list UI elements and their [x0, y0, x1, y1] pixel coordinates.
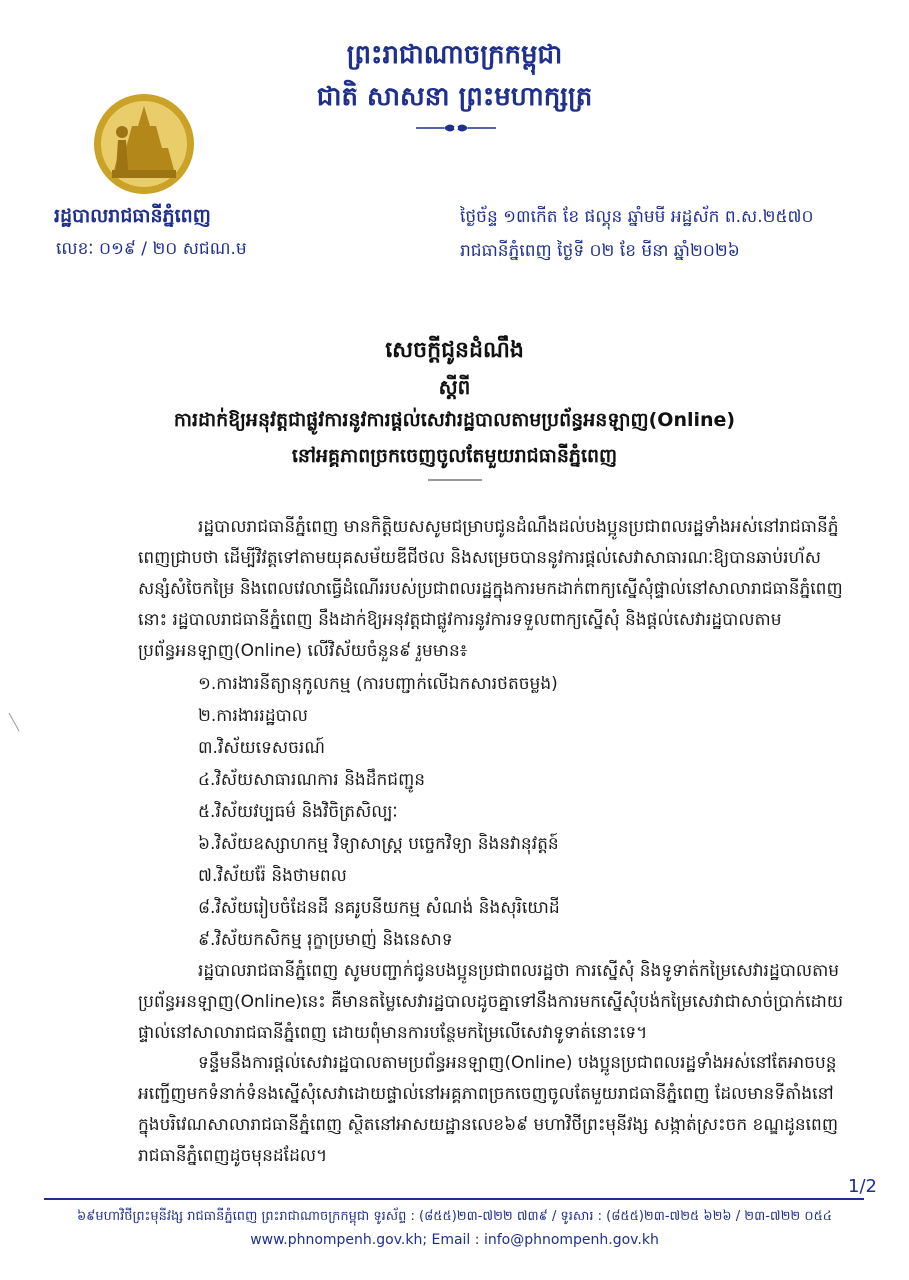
- footer-divider: [44, 1198, 864, 1200]
- margin-mark: [8, 712, 20, 732]
- list-item: ៧.វិស័យរ៉ែ និងថាមពល: [198, 866, 347, 886]
- footer-contact: www.phnompenh.gov.kh; Email : info@phnompenh.gov.kh: [250, 1232, 659, 1248]
- solar-date: រាជធានីភ្នំពេញ ថ្ងៃទី ០២ ខែ មីនា ឆ្នាំ២០២៦: [460, 241, 740, 261]
- list-item: ៨.វិស័យរៀបចំដែនដី នគរូបនីយកម្ម សំណង់ និងសុរិយោដី: [198, 898, 560, 918]
- footer-address: ៦៩មហាវិថីព្រះមុនីវង្ស រាជធានីភ្នំពេញ ព្រះរាជាណាចក្រកម្ពុជា ទូរស័ព្ទ : (៨៥៥)២៣-៧២២ ៧៣៩ / ទូរសារ : (៨៥៥)២៣-៧២៥ ៦២៦ / ២៣-៧២២ ០៥៤: [76, 1209, 833, 1224]
- national-ornament-icon: [414, 120, 498, 136]
- title-subject-line-2: នៅអគ្គភាពច្រកចេញចូលតែមួយរាជធានីភ្នំពេញ: [291, 445, 618, 467]
- national-motto: ជាតិ សាសនា ព្រះមហាក្សត្រ: [316, 82, 593, 112]
- reference-number: លេខៈ ០១៩ / ២០ សជណ.ម: [56, 239, 247, 259]
- list-item: ៤.វិស័យសាធារណការ និងដឹកជញ្ជូន: [198, 770, 426, 790]
- list-item: ១.ការងារនីត្យានុកូលកម្ម (ការបញ្ជាក់លើឯកសារថតចម្លង): [198, 674, 558, 694]
- list-item: ២.ការងាររដ្ឋបាល: [198, 706, 308, 726]
- document-title: សេចក្តីជូនដំណឹង: [385, 338, 524, 363]
- in-person-paragraph: ទន្ទឹមនឹងការផ្តល់សេវារដ្ឋបាលតាមប្រព័ន្ធអនឡាញ(Online) បងប្អូនប្រជាពលរដ្ឋទាំងអស់នៅតែអាចបន្តអញ្ជើញមកទំនាក់ទំនងស្នើសុំសេវាដោយផ្ទាល់នៅអគ្គភាពច្រកចេញចូលតែមួយរាជធានីភ្នំពេញ ដែលមានទីតាំងនៅក្នុងបរិវេណសាលារាជធានីភ្នំពេញ ស្ថិតនៅអាសយដ្ឋានលេខ៦៩ មហាវិថីព្រះមុនីវង្ស សង្កាត់ស្រះចក ខណ្ឌដូនពេញ រាជធានីភ្នំពេញដូចមុនដដែល។: [138, 1053, 839, 1166]
- title-subject-line: ការដាក់ឱ្យអនុវត្តជាផ្លូវការនូវការផ្តល់សេវារដ្ឋបាលតាមប្រព័ន្ធអនឡាញ(Online): [173, 409, 736, 431]
- sector-list: [198, 668, 560, 956]
- intro-paragraph: រដ្ឋបាលរាជធានីភ្នំពេញ មានកិត្តិយសសូមជម្រាបជូនដំណឹងដល់បងប្អូនប្រជាពលរដ្ឋទាំងអស់នៅរាជធានីភ្នំពេញជ្រាបថា ដើម្បីវិវត្តទៅតាមយុគសម័យឌីជីថល និងសម្រេចបាននូវការផ្តល់សេវាសាធារណៈឱ្យបានឆាប់រហ័ស សន្សំសំចៃកម្រៃ និងពេលវេលាធ្វើដំណើររបស់ប្រជាពលរដ្ឋក្នុងការមកដាក់ពាក្យស្នើសុំផ្ទាល់នៅសាលារាជធានីភ្នំពេញ នោះ រដ្ឋបាលរាជធានីភ្នំពេញ នឹងដាក់ឱ្យអនុវត្តជាផ្លូវការនូវការទទួលពាក្យស្នើសុំ និងផ្តល់សេវារដ្ឋបាលតាមប្រព័ន្ធអនឡាញ(Online) លើវិស័យចំនួន៩ រួមមាន៖: [138, 517, 843, 661]
- page-number: 1/2: [848, 1176, 877, 1197]
- kingdom-heading: ព្រះរាជាណាចក្រកម្ពុជា: [346, 40, 563, 70]
- list-item: ៣.វិស័យទេសចរណ៍: [198, 738, 326, 758]
- list-item: ៥.វិស័យវប្បធម៌ និងវិចិត្រសិល្បៈ: [198, 802, 398, 822]
- list-item: ៩.វិស័យកសិកម្ម រុក្ខាប្រមាញ់ និងនេសាទ: [198, 930, 453, 950]
- fee-paragraph: រដ្ឋបាលរាជធានីភ្នំពេញ សូមបញ្ជាក់ជូនបងប្អូនប្រជាពលរដ្ឋថា ការស្នើសុំ និងទូទាត់កម្រៃសេវារដ្ឋបាលតាមប្រព័ន្ធអនឡាញ(Online)នេះ គឺមានតម្លៃសេវារដ្ឋបាលដូចគ្នាទៅនឹងការមកស្នើសុំបង់កម្រៃសេវាជាសាច់ប្រាក់ដោយផ្ទាល់នៅសាលារាជធានីភ្នំពេញ ដោយពុំមានការបន្ថែមកម្រៃលើសេវាទូទាត់នោះទេ។: [138, 961, 844, 1043]
- lunar-date: ថ្ងៃច័ន្ទ ១៣កើត ខែ ផល្គុន ឆ្នាំមមី អដ្ឋស័ក ព.ស.២៥៧០: [460, 207, 814, 227]
- issuing-authority: រដ្ឋបាលរាជធានីភ្នំពេញ: [54, 205, 211, 227]
- list-item: ៦.វិស័យឧស្សាហកម្ម វិទ្យាសាស្ត្រ បច្ចេកវិទ្យា និងនវានុវត្តន៍: [198, 834, 559, 854]
- title-divider: [428, 476, 482, 484]
- city-hall-seal-icon: [92, 92, 196, 196]
- title-subject-label: ស្តីពី: [438, 375, 471, 399]
